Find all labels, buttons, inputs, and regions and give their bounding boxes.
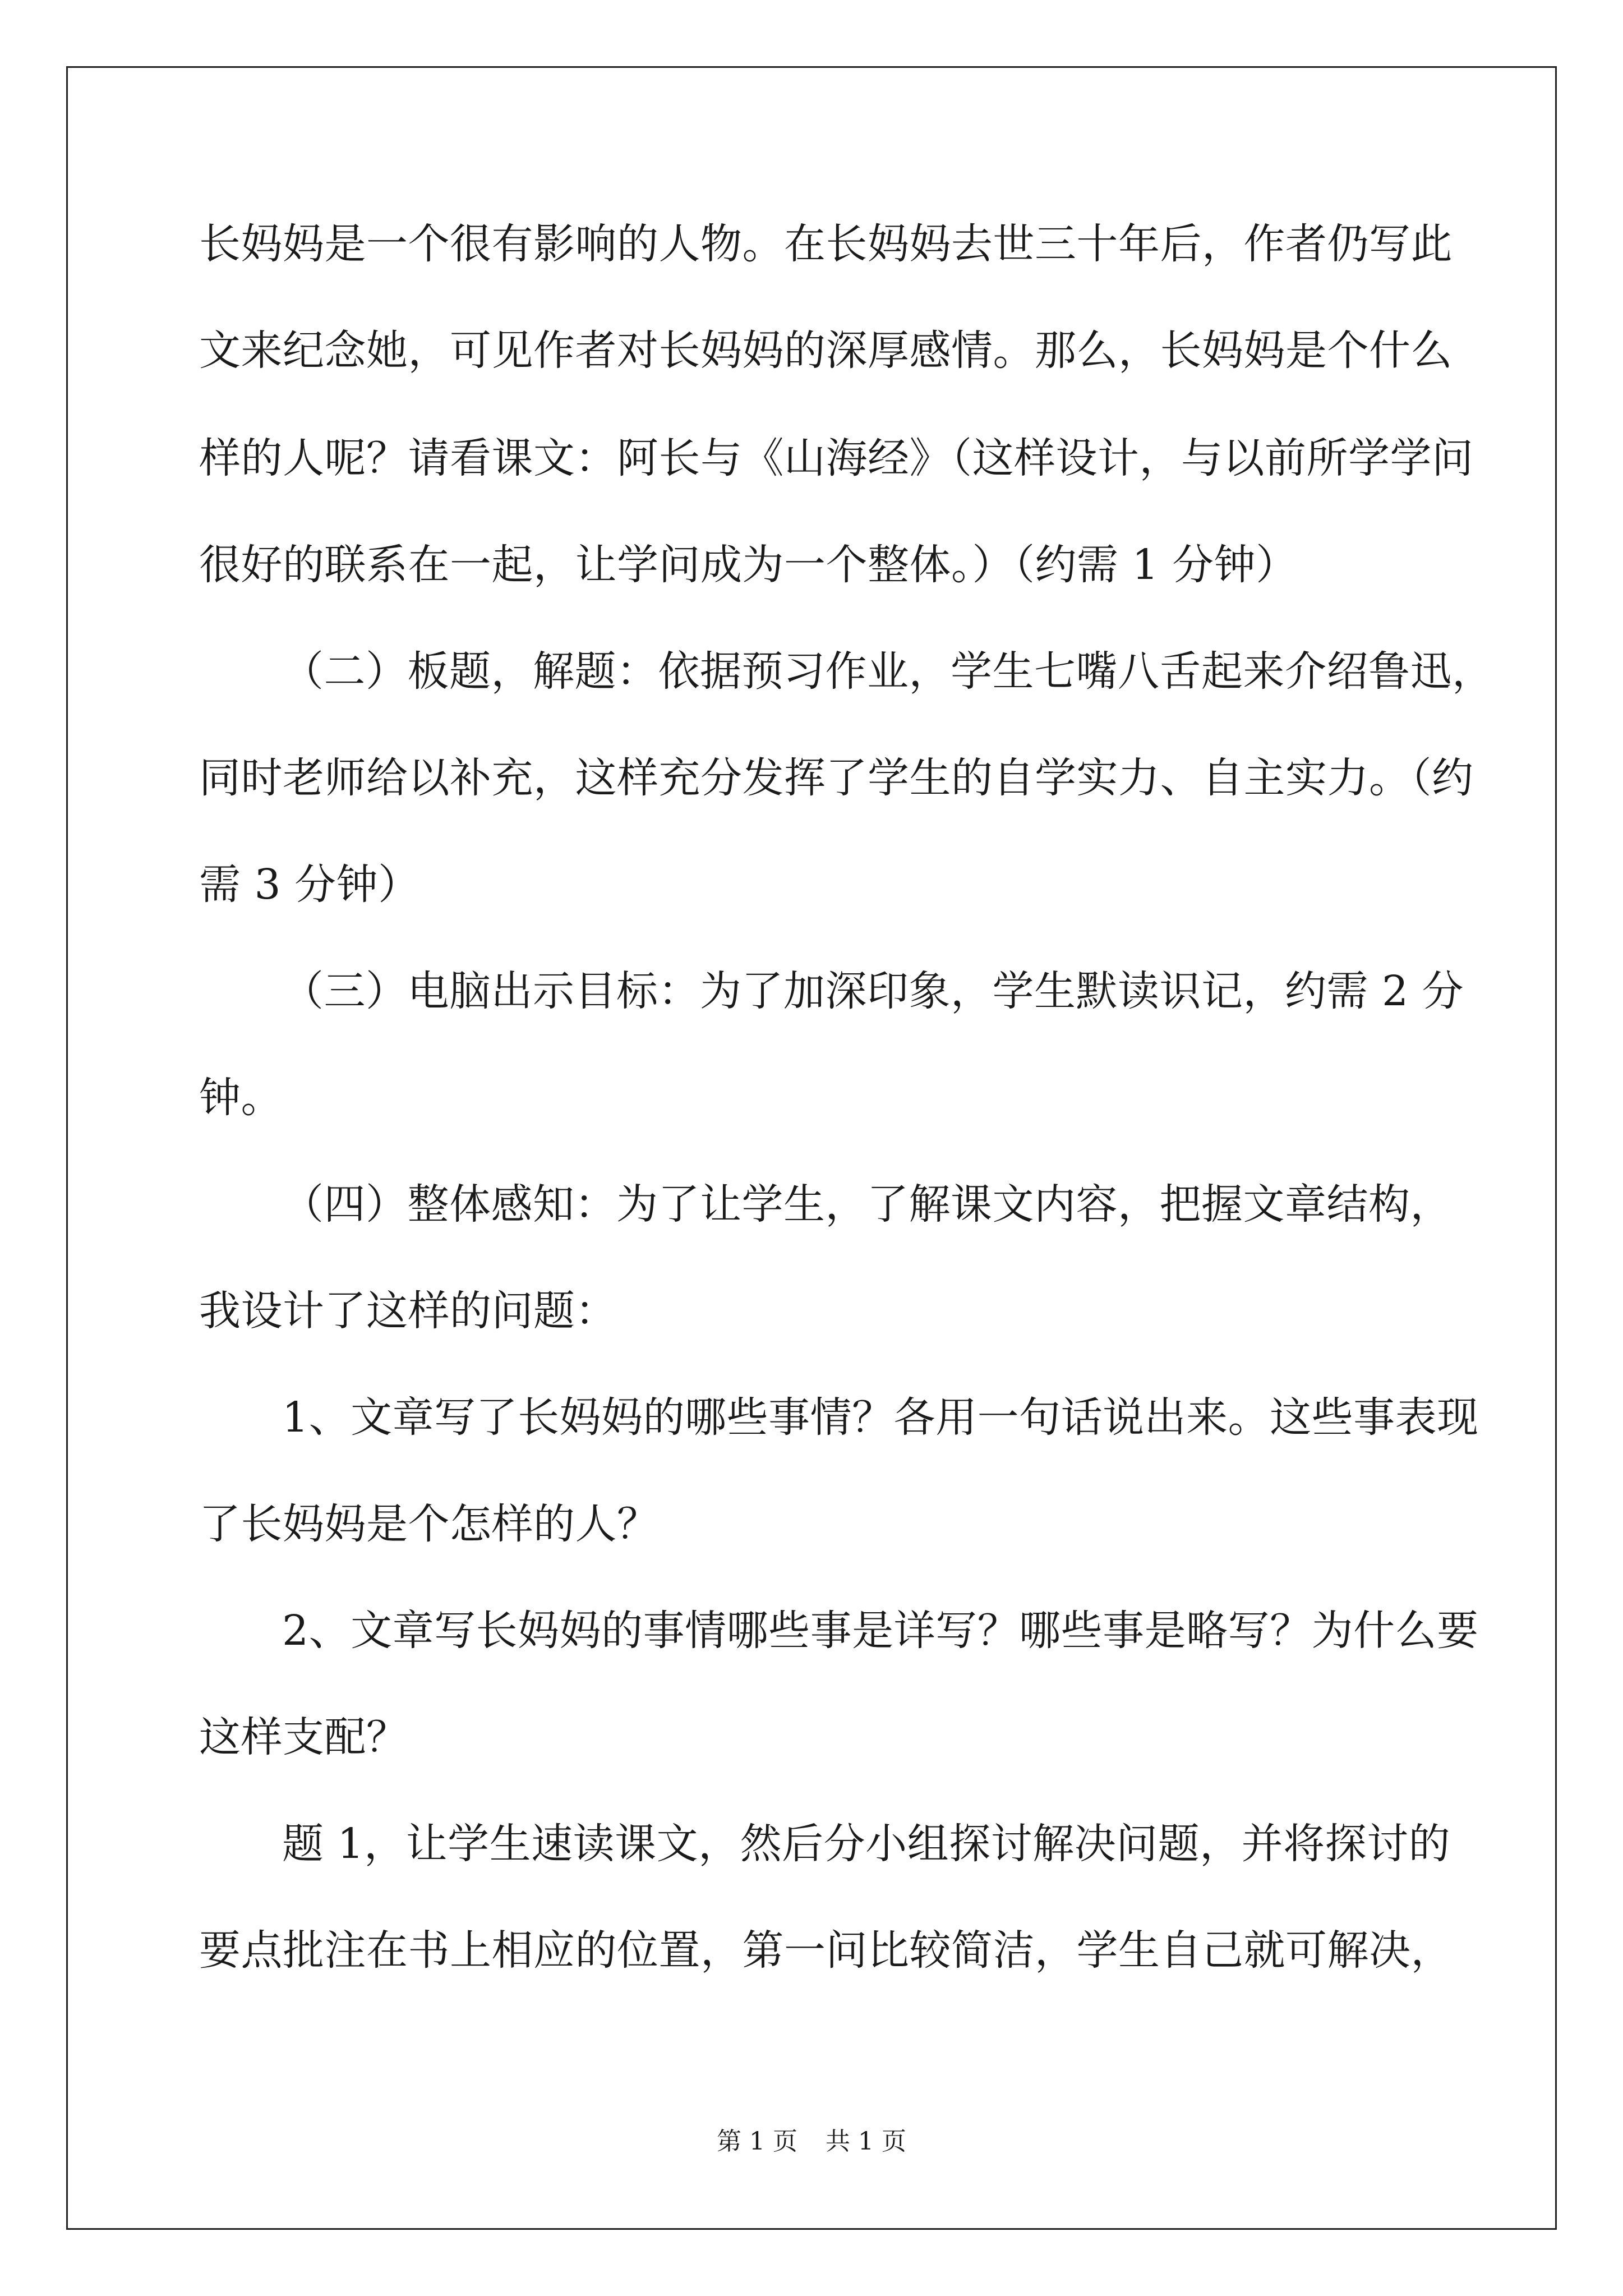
text-line: 样的人呢？请看课文：阿长与《山海经》（这样设计，与以前所学学问 — [199, 434, 1474, 482]
page-border — [66, 66, 1557, 2230]
text-line: 文来纪念她，可见作者对长妈妈的深厚感情。那么，长妈妈是个什么 — [199, 326, 1453, 375]
text-line: （三）电脑出示目标：为了加深印象，学生默读识记，约需 2 分 — [282, 967, 1464, 1015]
text-line: 了长妈妈是个怎样的人？ — [199, 1500, 659, 1548]
text-line: 我设计了这样的问题： — [199, 1287, 617, 1335]
text-line: 这样支配？ — [199, 1713, 408, 1761]
page-number: 第 1 页 — [717, 2127, 797, 2156]
text-line: 需 3 分钟） — [199, 861, 420, 909]
text-line: 钟。 — [199, 1074, 283, 1122]
text-line: 题 1，让学生速读课文，然后分小组探讨解决问题，并将探讨的 — [282, 1820, 1451, 1868]
text-line: 长妈妈是一个很有影响的人物。在长妈妈去世三十年后，作者仍写此 — [199, 220, 1453, 268]
text-line: （二）板题，解题：依据预习作业，学生七嘴八舌起来介绍鲁迅， — [282, 647, 1494, 696]
text-line: 2、文章写长妈妈的事情哪些事是详写？哪些事是略写？为什么要 — [282, 1607, 1479, 1655]
text-line: 很好的联系在一起，让学问成为一个整体。）（约需 1 分钟） — [199, 541, 1298, 589]
text-line: 1、文章写了长妈妈的哪些事情？各用一句话说出来。这些事表现 — [282, 1393, 1479, 1442]
page-total: 共 1 页 — [826, 2127, 906, 2156]
text-line: 要点批注在书上相应的位置，第一问比较简洁，学生自己就可解决， — [199, 1926, 1453, 1975]
text-line: （四）整体感知：为了让学生，了解课文内容，把握文章结构， — [282, 1180, 1452, 1228]
page-footer — [0, 2125, 1623, 2159]
text-line: 同时老师给以补充，这样充分发挥了学生的自学实力、自主实力。（约 — [199, 754, 1474, 802]
